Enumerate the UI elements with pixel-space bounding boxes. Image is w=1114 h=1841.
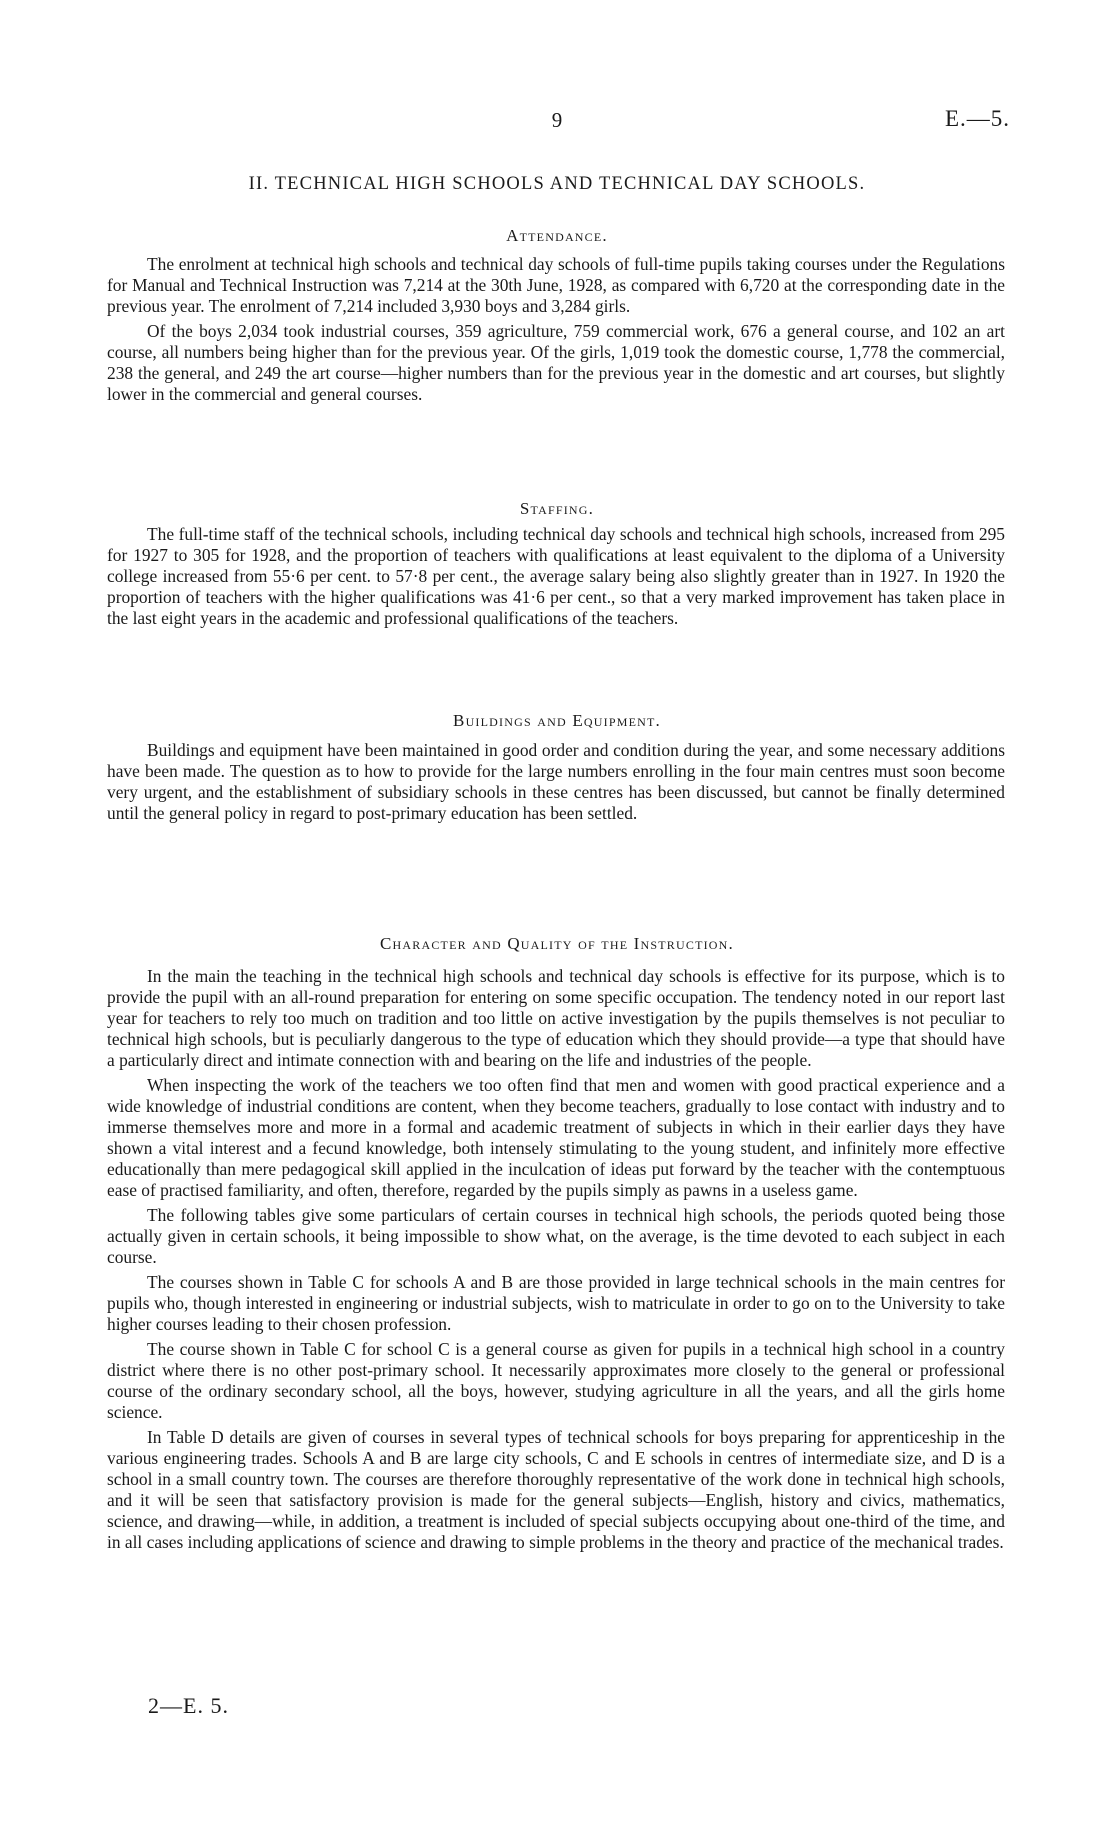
document-reference: E.—5. — [944, 106, 1010, 131]
main-title: II. TECHNICAL HIGH SCHOOLS AND TECHNICAL DAY SCHOOLS. — [248, 174, 866, 194]
paragraph: The enrolment at technical high schools and technical day schools of full-time pupils taking courses under the Regulations for Manual and Technical Instruction was 7,214 at the 30th June, 1928, as compared with 6,720 at the corresponding date in the previous year. The enrolment of 7,214 included 3,930 boys and 3,284 girls. — [107, 254, 1005, 316]
paragraph: Buildings and equipment have been maintained in good order and condition during the year, and some necessary additions have been made. The question as to how to provide for the large numbers enrolling in the four main centres must soon become very urgent, and the establishment of subsidiary schools in these centres has been discussed, but cannot be finally determined until the general policy in regard to post-primary education has been settled. — [107, 740, 1005, 823]
paragraph: In the main the teaching in the technical high schools and technical day schools is effective for its purpose, which is to provide the pupil with an all-round preparation for entering on some specific occupation. The tendency noted in our report last year for teachers to rely too much on tradition and too little on active investigation by the pupils themselves is not peculiar to technical high schools, but is peculiarly dangerous to the type of education which they should provide—a type that should have a particularly direct and intimate connection with and bearing on the life and industries of the people. — [107, 966, 1005, 1070]
section-staffing — [107, 524, 1005, 633]
heading-character-quality: Character and Quality of the Instruction. — [380, 934, 734, 953]
page-number: 9 — [551, 108, 563, 132]
paragraph: The course shown in Table C for school C is a general course as given for pupils in a technical high school in a country district where there is no other post-primary school. It necessarily approximates more closely to the general or professional course of the ordinary secondary school, all the boys, however, studying agriculture in all the years, and all the girls home science. — [107, 1339, 1005, 1422]
heading-staffing: Staffing. — [519, 499, 595, 518]
heading-attendance: Attendance. — [506, 226, 608, 245]
paragraph: The courses shown in Table C for schools A and B are those provided in large technical schools in the main centres for pupils who, though interested in engineering or industrial subjects, wish to matriculate in order to go on to the University to take higher courses leading to their chosen profession. — [107, 1272, 1005, 1334]
paragraph: Of the boys 2,034 took industrial courses, 359 agriculture, 759 commercial work, 676 a general course, and 102 an art course, all numbers being higher than for the previous year. Of the girls, 1,019 took the domestic course, 1,778 the commercial, 238 the general, and 249 the art course—higher numbers than for the previous year in the domestic and art courses, but slightly lower in the commercial and general courses. — [107, 321, 1005, 404]
paragraph: The following tables give some particulars of certain courses in technical high schools, the periods quoted being those actually given in certain schools, it being impossible to show what, on the average, is the time devoted to each subject in each course. — [107, 1205, 1005, 1267]
paragraph: When inspecting the work of the teachers we too often find that men and women with good practical experience and a wide knowledge of industrial conditions are content, when they become teachers, gradually to lose contact with industry and to immerse themselves more and more in a formal and academic treatment of subjects in which in their earlier days they have shown a vital interest and a fecund knowledge, both intensely stimulating to the young student, and infinitely more effective educationally than mere pedagogical skill applied in the inculcation of ideas put forward by the teacher with the contemptuous ease of practised familiarity, and often, therefore, regarded by the pupils simply as pawns in a useless game. — [107, 1075, 1005, 1200]
section-attendance — [107, 254, 1005, 409]
footer-signature: 2—E. 5. — [148, 1693, 229, 1718]
section-buildings-equipment — [107, 740, 1005, 828]
paragraph: The full-time staff of the technical schools, including technical day schools and technical high schools, increased from 295 for 1927 to 305 for 1928, and the proportion of teachers with qualifications at least equivalent to the diploma of a University college increased from 55·6 per cent. to 57·8 per cent., the average salary being also slightly greater than in 1927. In 1920 the proportion of teachers with the higher qualifications was 41·6 per cent., so that a very marked improvement has taken place in the last eight years in the academic and professional qualifications of the teachers. — [107, 524, 1005, 628]
paragraph: In Table D details are given of courses in several types of technical schools for boys preparing for apprenticeship in the various engineering trades. Schools A and B are large city schools, C and E schools in centres of intermediate size, and D is a school in a small country town. The courses are therefore thoroughly representative of the work done in technical high schools, and it will be seen that satisfactory provision is made for the general subjects—English, history and civics, mathematics, science, and drawing—while, in addition, a treatment is included of special subjects occupying about one-third of the time, and in all cases including applications of science and drawing to simple problems in the theory and practice of the mechanical trades. — [107, 1427, 1005, 1552]
heading-buildings-equipment: Buildings and Equipment. — [453, 711, 661, 730]
section-character-quality — [107, 966, 1005, 1557]
